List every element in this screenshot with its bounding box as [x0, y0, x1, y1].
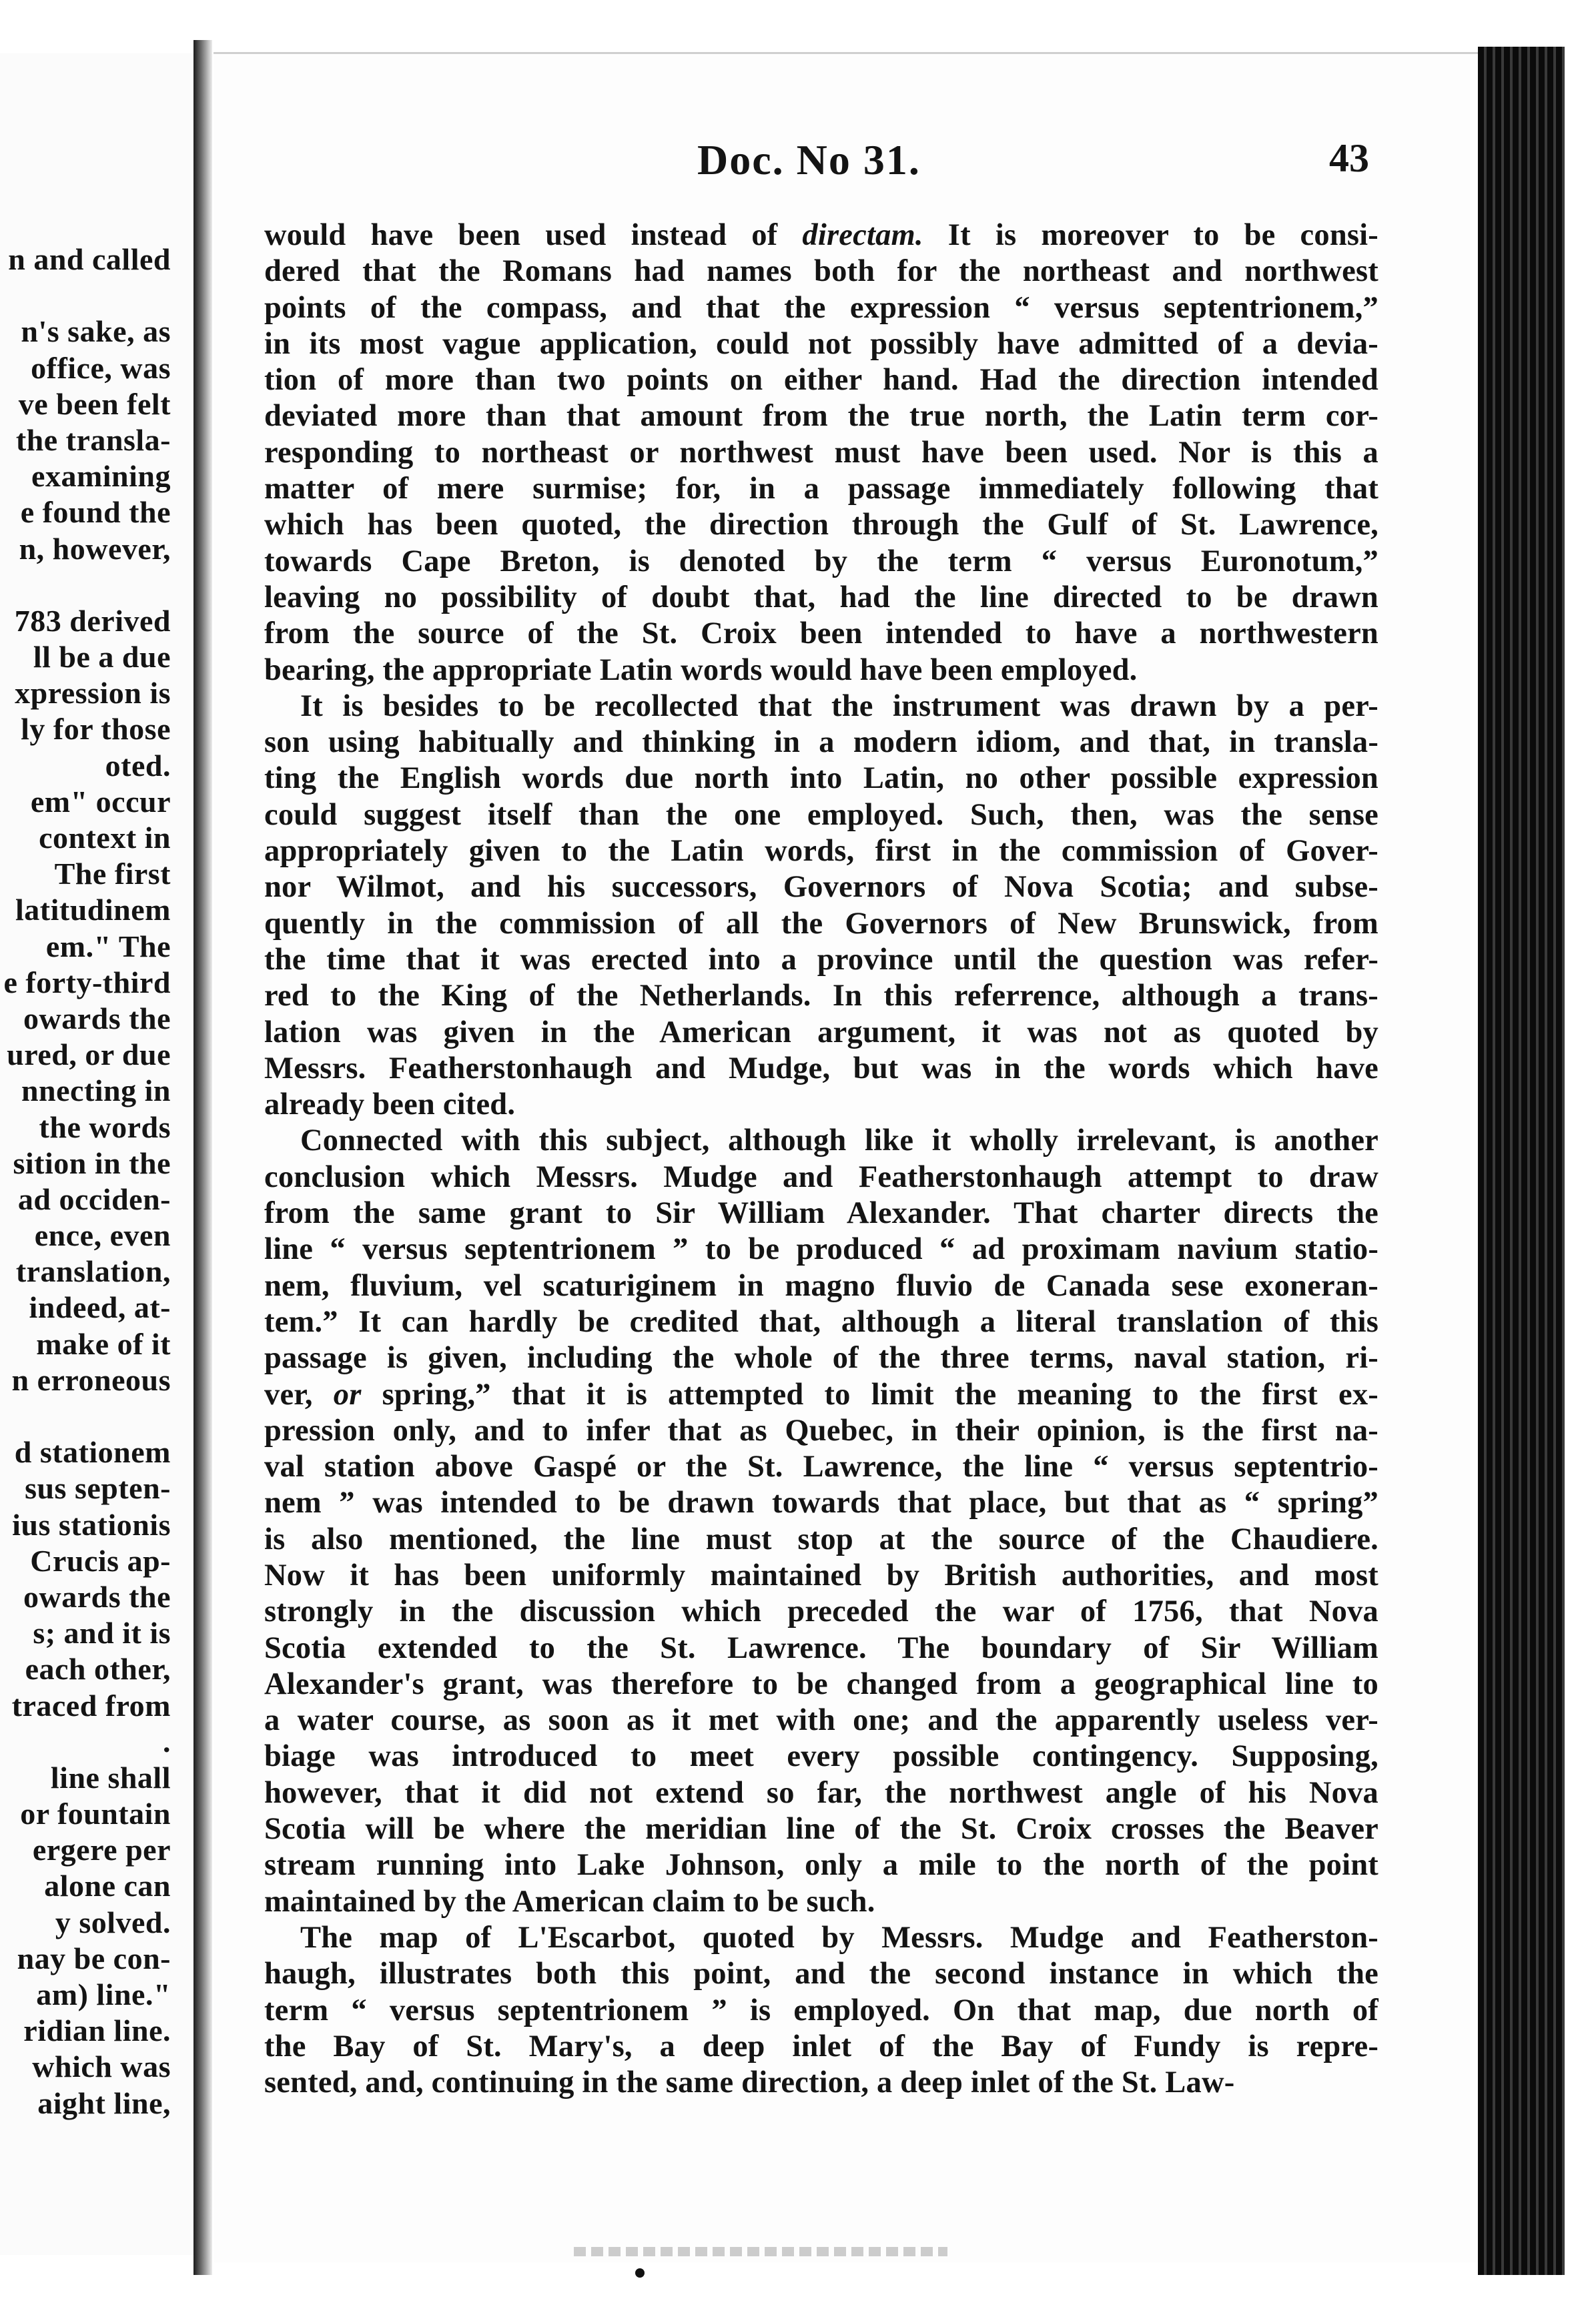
facing-page-line: ergere per: [32, 1833, 171, 1867]
page-edge-stack: [1478, 47, 1565, 2275]
facing-page-line: n, however,: [19, 531, 171, 566]
facing-page-line: examining: [23, 459, 171, 494]
facing-page-line: y solved.: [55, 1905, 171, 1939]
text-line: biage was introduced to meet every possible contingency. Supposing,: [264, 1739, 1378, 1774]
ink-dot: [635, 2268, 645, 2278]
facing-page-line: n's sake, as: [21, 314, 171, 349]
facing-page-line: ridian line.: [23, 2013, 171, 2048]
text-line: the time that it was erected into a province until the question was refer-: [264, 942, 1378, 977]
facing-page-line: which was: [24, 2049, 171, 2084]
text-line: lation was given in the American argument, it was not as quoted by: [264, 1015, 1378, 1049]
facing-page-line: 783 derived: [14, 603, 171, 638]
facing-page-line: em." The: [45, 929, 171, 963]
text-line: tion of more than two points on either hand. Had the direction intended: [264, 363, 1378, 398]
text-line: would have been used instead of directam. It is moreover to be consi-: [264, 218, 1378, 252]
text-line: Scotia extended to the St. Lawrence. The boundary of Sir William: [264, 1631, 1378, 1665]
facing-page-line: ly for those: [21, 712, 171, 747]
facing-page-line: s; and it is: [33, 1616, 171, 1651]
facing-page-line: oted.: [105, 748, 171, 783]
text-line: strongly in the discussion which preceded the war of 1756, that Nova: [264, 1594, 1378, 1629]
text-line: term “ versus septentrionem ” is employed. On that map, due north of: [264, 1993, 1378, 2027]
facing-page-line: e found the: [20, 495, 171, 530]
text-line: line “ versus septentrionem ” to be produced “ ad proximam navium statio-: [264, 1232, 1378, 1267]
text-line: haugh, illustrates both this point, and the second instance in which the: [264, 1957, 1378, 1991]
facing-page-line: owards the: [23, 1001, 171, 1035]
text-line: red to the King of the Netherlands. In this referrence, although a trans-: [264, 979, 1378, 1013]
facing-page-line: context in: [31, 821, 171, 855]
facing-page-line: sus septen-: [25, 1471, 171, 1506]
facing-page-line: owards the: [23, 1579, 171, 1614]
text-line: sented, and, continuing in the same direction, a deep inlet of the St. Law-: [264, 2065, 1235, 2100]
facing-page-line: em" occur: [30, 784, 171, 819]
facing-page-line: line shall: [42, 1760, 171, 1795]
facing-page-line: the words: [31, 1109, 171, 1144]
text-line: ver, or spring,” that it is attempted to limit the meaning to the first ex-: [264, 1377, 1378, 1412]
text-line: the Bay of St. Mary's, a deep inlet of the Bay of Fundy is repre-: [264, 2029, 1378, 2063]
facing-page-line: ad occiden-: [17, 1182, 171, 1216]
text-line: val station above Gaspé or the St. Lawrence, the line “ versus septentrio-: [264, 1450, 1378, 1484]
facing-page-text: [4, 242, 171, 2122]
facing-page-line: traced from: [11, 1688, 171, 1723]
text-line: from the source of the St. Croix been intended to have a northwestern: [264, 616, 1378, 651]
text-line: however, that it did not extend so far, the northwest angle of his Nova: [264, 1775, 1378, 1810]
text-line: already been cited.: [264, 1087, 516, 1122]
text-line: Connected with this subject, although like it wholly irrelevant, is another: [300, 1123, 1378, 1158]
facing-page-line: ll be a due: [33, 640, 171, 674]
facing-page-line: Crucis ap-: [22, 1543, 171, 1578]
facing-page-line: the transla-: [15, 422, 171, 457]
facing-page-line: ured, or due: [7, 1037, 171, 1072]
text-line: stream running into Lake Johnson, only a mile to the north of the point: [264, 1848, 1378, 1883]
facing-page-line: [4, 278, 171, 314]
facing-page-line: n erroneous: [11, 1362, 171, 1397]
text-line: nem, fluvium, vel scaturiginem in magno fluvio de Canada sese exoneran-: [264, 1268, 1378, 1303]
text-line: matter of mere surmise; for, in a passage immediately following that: [264, 472, 1378, 506]
text-line: tem.” It can hardly be credited that, although a literal translation of this: [264, 1304, 1378, 1339]
text-line: nem ” was intended to be drawn towards that place, but that as “ spring”: [264, 1486, 1378, 1520]
text-line: bearing, the appropriate Latin words would have been employed.: [264, 652, 1138, 687]
page-number: 43: [1329, 136, 1369, 180]
facing-page-line: ius stationis: [12, 1507, 171, 1542]
text-line: Messrs. Featherstonhaugh and Mudge, but was in the words which have: [264, 1051, 1378, 1085]
facing-page-line: sition in the: [13, 1145, 171, 1180]
text-line: towards Cape Breton, is denoted by the term “ versus Euronotum,”: [264, 544, 1378, 578]
facing-page-left: [0, 53, 195, 2255]
facing-page-line: nay be con-: [17, 1941, 171, 1975]
text-line: The map of L'Escarbot, quoted by Messrs. Mudge and Featherston-: [300, 1920, 1378, 1955]
text-line: dered that the Romans had names both for the northeast and northwest: [264, 254, 1378, 289]
facing-page-line: each other,: [25, 1652, 171, 1687]
facing-page-line: .: [163, 1724, 171, 1759]
facing-page-line: translation,: [15, 1254, 171, 1289]
text-line: quently in the commission of all the Governors of New Brunswick, from: [264, 906, 1378, 941]
facing-page-line: [4, 567, 171, 603]
scan-margin: [1565, 0, 1596, 2311]
facing-page-line: nnecting in: [21, 1073, 171, 1108]
facing-page-line: d stationem: [14, 1435, 171, 1470]
facing-page-line: alone can: [36, 1869, 171, 1903]
body-text: [264, 217, 1378, 2101]
text-line: which has been quoted, the direction through the Gulf of St. Lawrence,: [264, 508, 1378, 542]
text-line: It is besides to be recollected that the instrument was drawn by a per-: [300, 688, 1378, 723]
text-line: responding to northeast or northwest must have been used. Nor is this a: [264, 435, 1378, 470]
running-header: Doc. No 31.: [697, 136, 921, 183]
text-line: conclusion which Messrs. Mudge and Featherstonhaugh attempt to draw: [264, 1160, 1378, 1194]
facing-page-line: make of it: [28, 1326, 171, 1361]
text-line: maintained by the American claim to be such.: [264, 1884, 875, 1919]
text-line: could suggest itself than the one employed. Such, then, was the sense: [264, 797, 1378, 832]
book-gutter: [193, 40, 212, 2275]
text-line: points of the compass, and that the expression “ versus septentrionem,”: [264, 290, 1378, 325]
text-line: from the same grant to Sir William Alexander. That charter directs the: [264, 1196, 1378, 1231]
facing-page-line: indeed, at-: [21, 1290, 171, 1325]
facing-page-line: ve been felt: [18, 386, 171, 421]
facing-page-line: am) line.": [36, 1977, 171, 2011]
text-line: Scotia will be where the meridian line of the St. Croix crosses the Beaver: [264, 1812, 1378, 1847]
facing-page-line: office, was: [23, 350, 171, 385]
text-line: nor Wilmot, and his successors, Governors of Nova Scotia; and subse-: [264, 870, 1378, 905]
text-line: a water course, as soon as it met with one; and the apparently useless ver-: [264, 1703, 1378, 1738]
facing-page-line: [4, 1398, 171, 1434]
text-line: ting the English words due north into Latin, no other possible expression: [264, 761, 1378, 796]
text-line: son using habitually and thinking in a modern idiom, and that, in transla-: [264, 725, 1378, 760]
facing-page-line: xpression is: [15, 676, 171, 711]
text-line: is also mentioned, the line must stop at the source of the Chaudiere.: [264, 1522, 1378, 1556]
text-line: appropriately given to the Latin words, first in the commission of Gover-: [264, 834, 1378, 869]
facing-page-line: ence, even: [34, 1218, 171, 1253]
facing-page-line: n and called: [8, 242, 171, 276]
bottom-bleed-through: [574, 2247, 947, 2256]
text-line: passage is given, including the whole of the three terms, naval station, ri-: [264, 1341, 1378, 1376]
text-line: Alexander's grant, was therefore to be changed from a geographical line to: [264, 1667, 1378, 1701]
facing-page-line: latitudinem: [15, 893, 171, 927]
text-line: leaving no possibility of doubt that, had the line directed to be drawn: [264, 580, 1378, 614]
facing-page-line: aight line,: [37, 2086, 171, 2120]
text-line: in its most vague application, could not possibly have admitted of a devia-: [264, 326, 1378, 361]
facing-page-line: e forty-third: [3, 965, 171, 999]
facing-page-line: The first: [47, 857, 171, 891]
text-line: pression only, and to infer that as Quebec, in their opinion, is the first na-: [264, 1413, 1378, 1448]
facing-page-line: or fountain: [20, 1797, 171, 1831]
text-line: deviated more than that amount from the true north, the Latin term cor-: [264, 399, 1378, 434]
text-line: Now it has been uniformly maintained by British authorities, and most: [264, 1558, 1378, 1592]
